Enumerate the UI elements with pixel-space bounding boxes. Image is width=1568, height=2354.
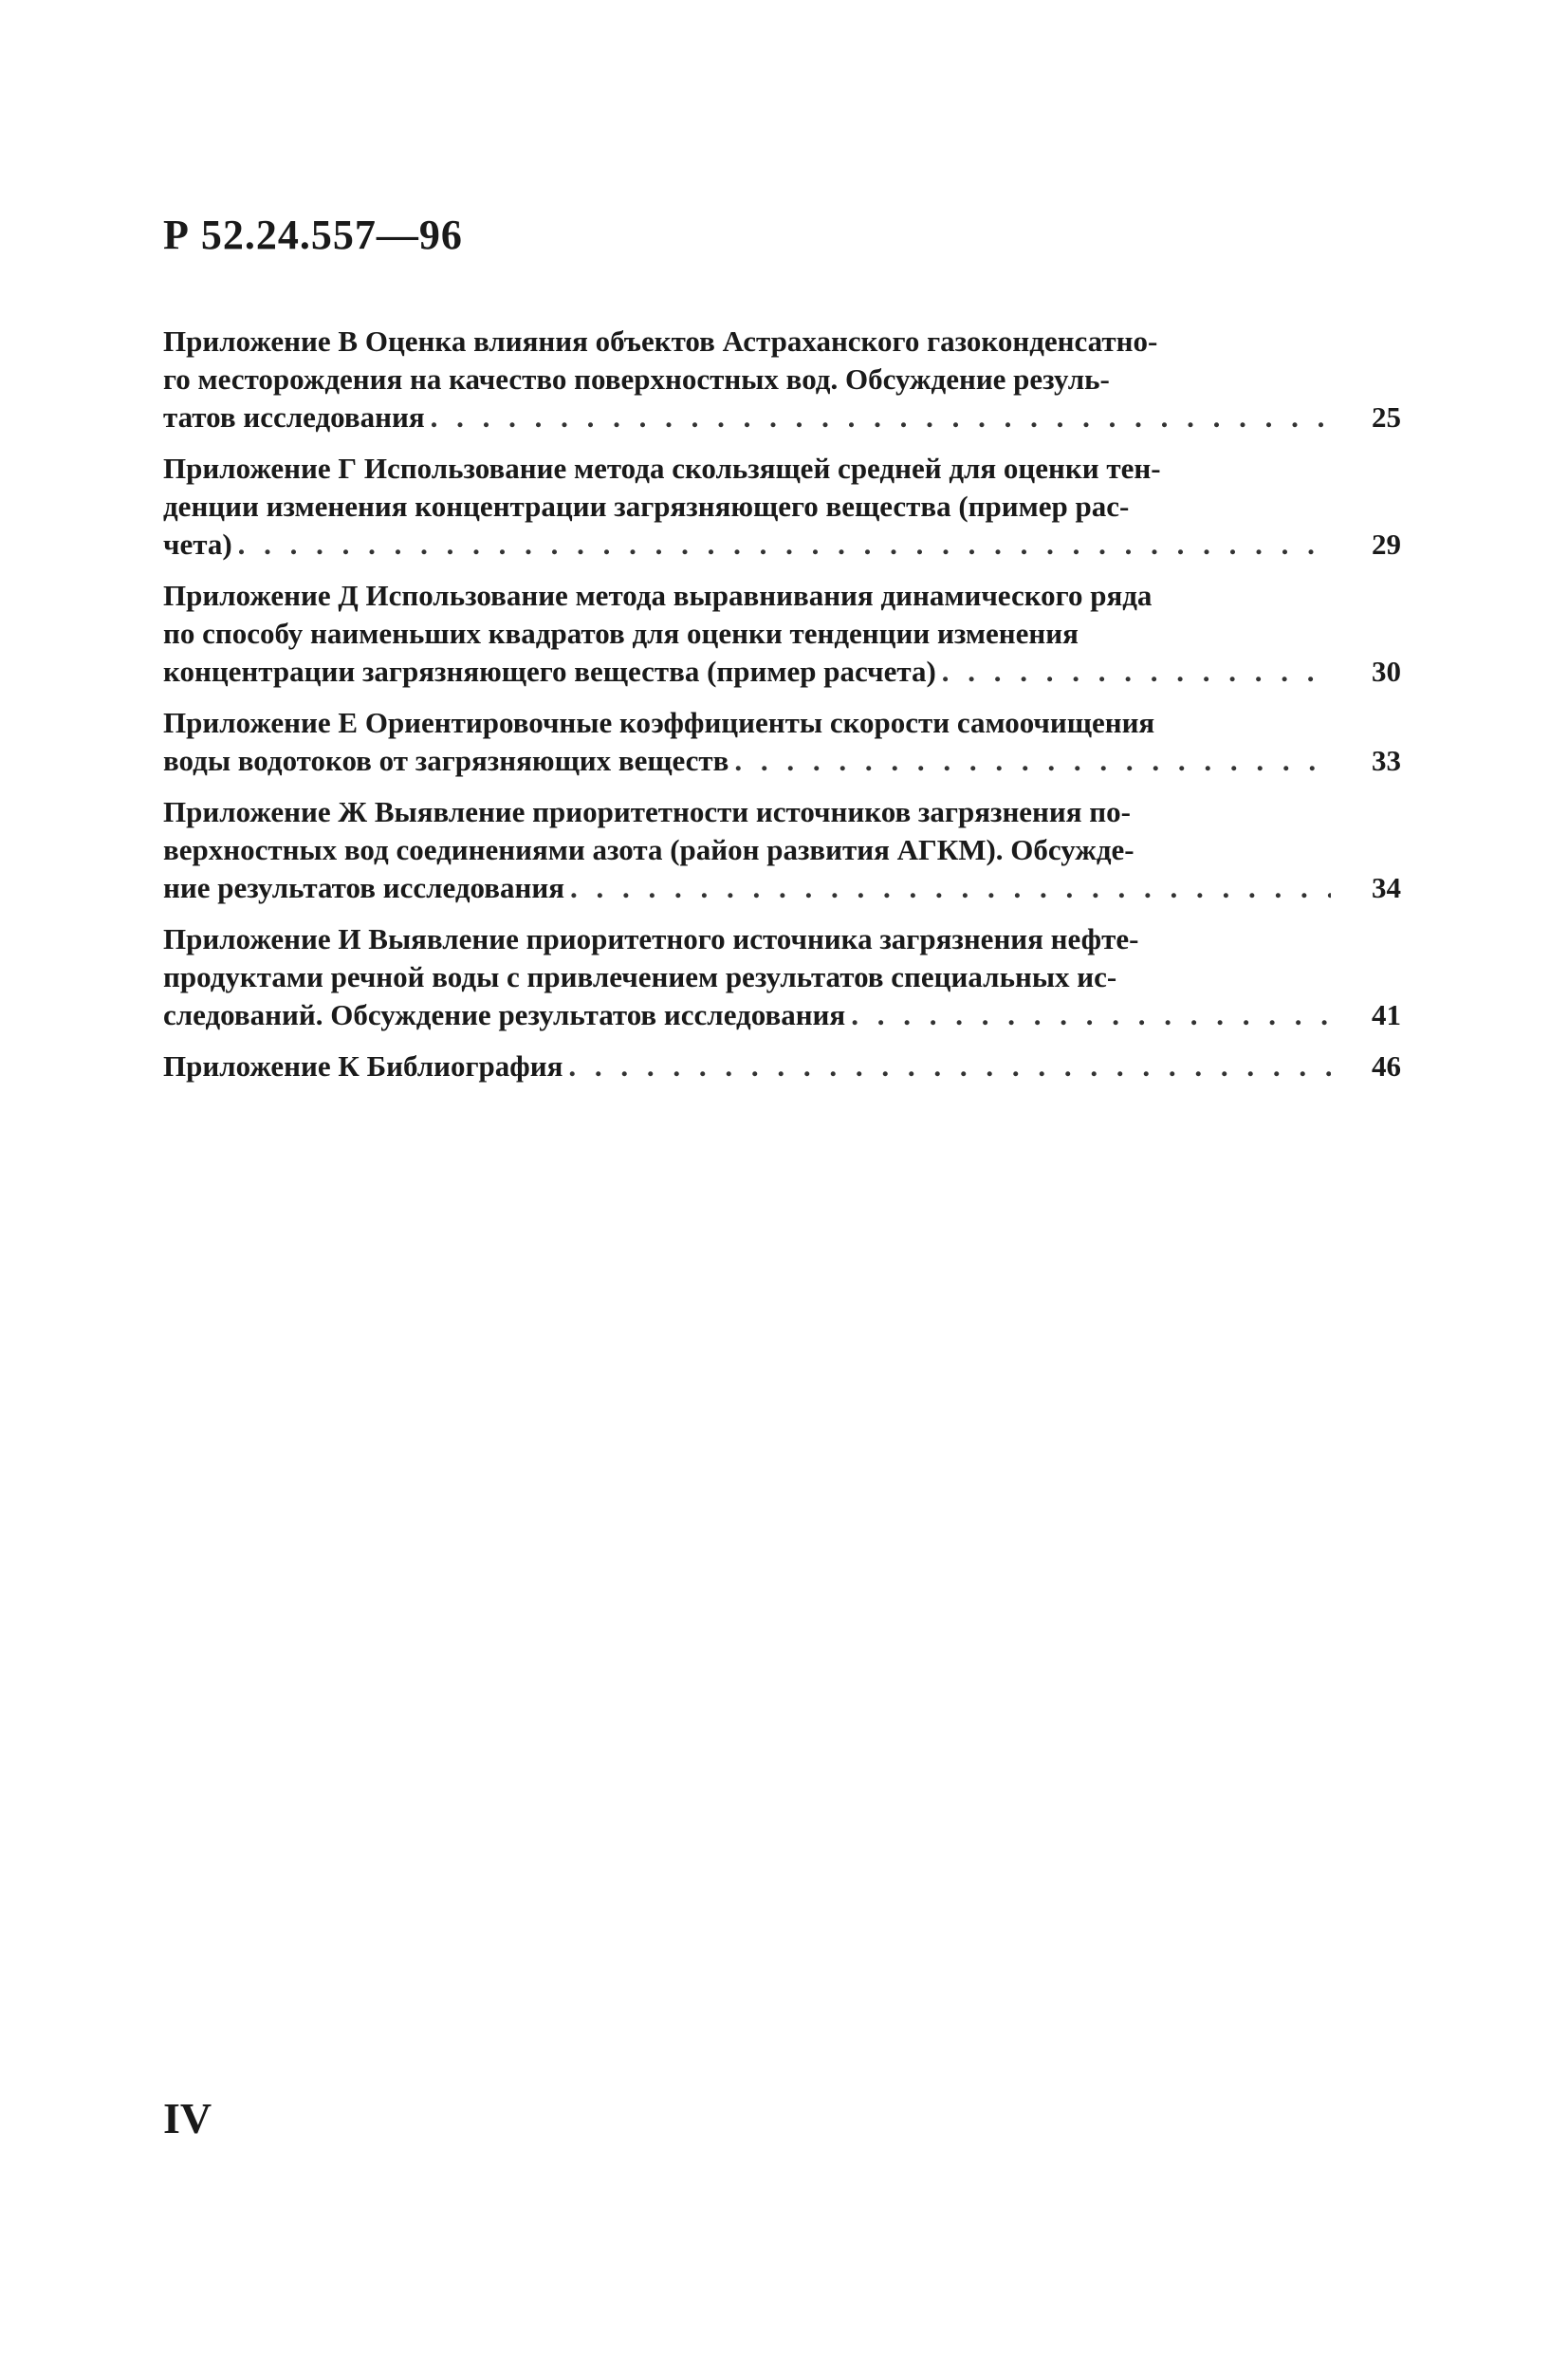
toc-entry-prefix: Приложение К	[163, 1049, 360, 1083]
toc-entry-text: ние результатов исследования	[163, 871, 564, 904]
toc-entry-appendix-i[interactable]	[163, 920, 1401, 1034]
toc-entry-text	[163, 1047, 563, 1085]
toc-entry-first-line	[163, 323, 1331, 361]
toc-leader-dots	[942, 653, 1331, 691]
toc-entry-text: денции изменения концентрации загрязняющего вещества (пример рас-	[163, 490, 1130, 523]
toc-entry-text: Использование метода выравнивания динамического ряда	[365, 579, 1153, 612]
toc-page-number: 29	[1372, 528, 1401, 561]
toc-entry-text: Использование метода скользящей средней для оценки тен-	[363, 452, 1161, 485]
toc-page-number: 34	[1372, 871, 1401, 904]
toc-entry-prefix: Приложение Д	[163, 579, 359, 612]
toc-page-number: 33	[1372, 744, 1401, 777]
toc-entry-first-line	[163, 450, 1331, 488]
toc-entry-first-line	[163, 577, 1331, 615]
toc-entry-text: Ориентировочные коэффициенты скорости самоочищения	[364, 706, 1155, 739]
toc-page-number: 25	[1372, 400, 1401, 434]
toc-entry-last-line	[163, 526, 1331, 564]
table-of-contents	[163, 323, 1401, 1099]
toc-entry-prefix: Приложение Г	[163, 452, 358, 485]
toc-entry-prefix: Приложение Е	[163, 706, 359, 739]
toc-leader-dots	[851, 996, 1331, 1034]
toc-leader-dots	[570, 869, 1331, 907]
toc-entry-appendix-g[interactable]	[163, 450, 1401, 564]
toc-entry-first-line	[163, 793, 1331, 831]
toc-entry-prefix: Приложение В	[163, 324, 359, 358]
page-number-roman: IV	[163, 2094, 212, 2142]
toc-leader-dots	[431, 399, 1331, 436]
toc-entry-appendix-zh[interactable]	[163, 793, 1401, 907]
toc-entry-prefix: Приложение Ж	[163, 795, 368, 828]
toc-entry-appendix-v[interactable]	[163, 323, 1401, 436]
toc-leader-dots	[238, 526, 1331, 564]
toc-entry-title: Библиография	[366, 1049, 563, 1083]
toc-entry-text: воды водотоков от загрязняющих веществ	[163, 744, 729, 777]
toc-entry-text: Выявление приоритетности источников загрязнения по-	[374, 795, 1131, 828]
toc-entry-last-line	[163, 869, 1331, 907]
toc-entry-text: продуктами речной воды с привлечением результатов специальных ис-	[163, 960, 1117, 993]
toc-entry-text: верхностных вод соединениями азота (район развития АГКМ). Обсужде-	[163, 833, 1134, 866]
toc-entry-last-line	[163, 653, 1331, 691]
toc-entry-appendix-d[interactable]	[163, 577, 1401, 691]
toc-entry-text: татов исследования	[163, 400, 425, 434]
toc-entry-appendix-e[interactable]	[163, 704, 1401, 780]
toc-entry-text: по способу наименьших квадратов для оценки тенденции изменения	[163, 617, 1079, 650]
toc-entry-text: концентрации загрязняющего вещества (пример расчета)	[163, 655, 936, 688]
toc-entry-text: го месторождения на качество поверхностных вод. Обсуждение резуль-	[163, 362, 1110, 396]
toc-entry-last-line	[163, 742, 1331, 780]
toc-entry-last-line	[163, 1047, 1331, 1085]
toc-entry-first-line	[163, 704, 1331, 742]
toc-entry-prefix: Приложение И	[163, 922, 361, 955]
toc-entry-text: Оценка влияния объектов Астраханского газоконденсатно-	[364, 324, 1158, 358]
toc-page-number: 46	[1372, 1049, 1401, 1083]
toc-leader-dots	[734, 742, 1331, 780]
document-code: Р 52.24.557—96	[163, 212, 463, 258]
toc-entry-appendix-k[interactable]	[163, 1047, 1401, 1085]
toc-entry-text: чета)	[163, 528, 232, 561]
toc-entry-text: Выявление приоритетного источника загрязнения нефте-	[368, 922, 1139, 955]
toc-entry-text: следований. Обсуждение результатов исследования	[163, 998, 846, 1031]
toc-entry-first-line	[163, 920, 1331, 958]
toc-page-number: 30	[1372, 655, 1401, 688]
toc-entry-last-line	[163, 399, 1331, 436]
toc-entry-last-line	[163, 996, 1331, 1034]
toc-leader-dots	[568, 1047, 1331, 1085]
toc-page-number: 41	[1372, 998, 1401, 1031]
